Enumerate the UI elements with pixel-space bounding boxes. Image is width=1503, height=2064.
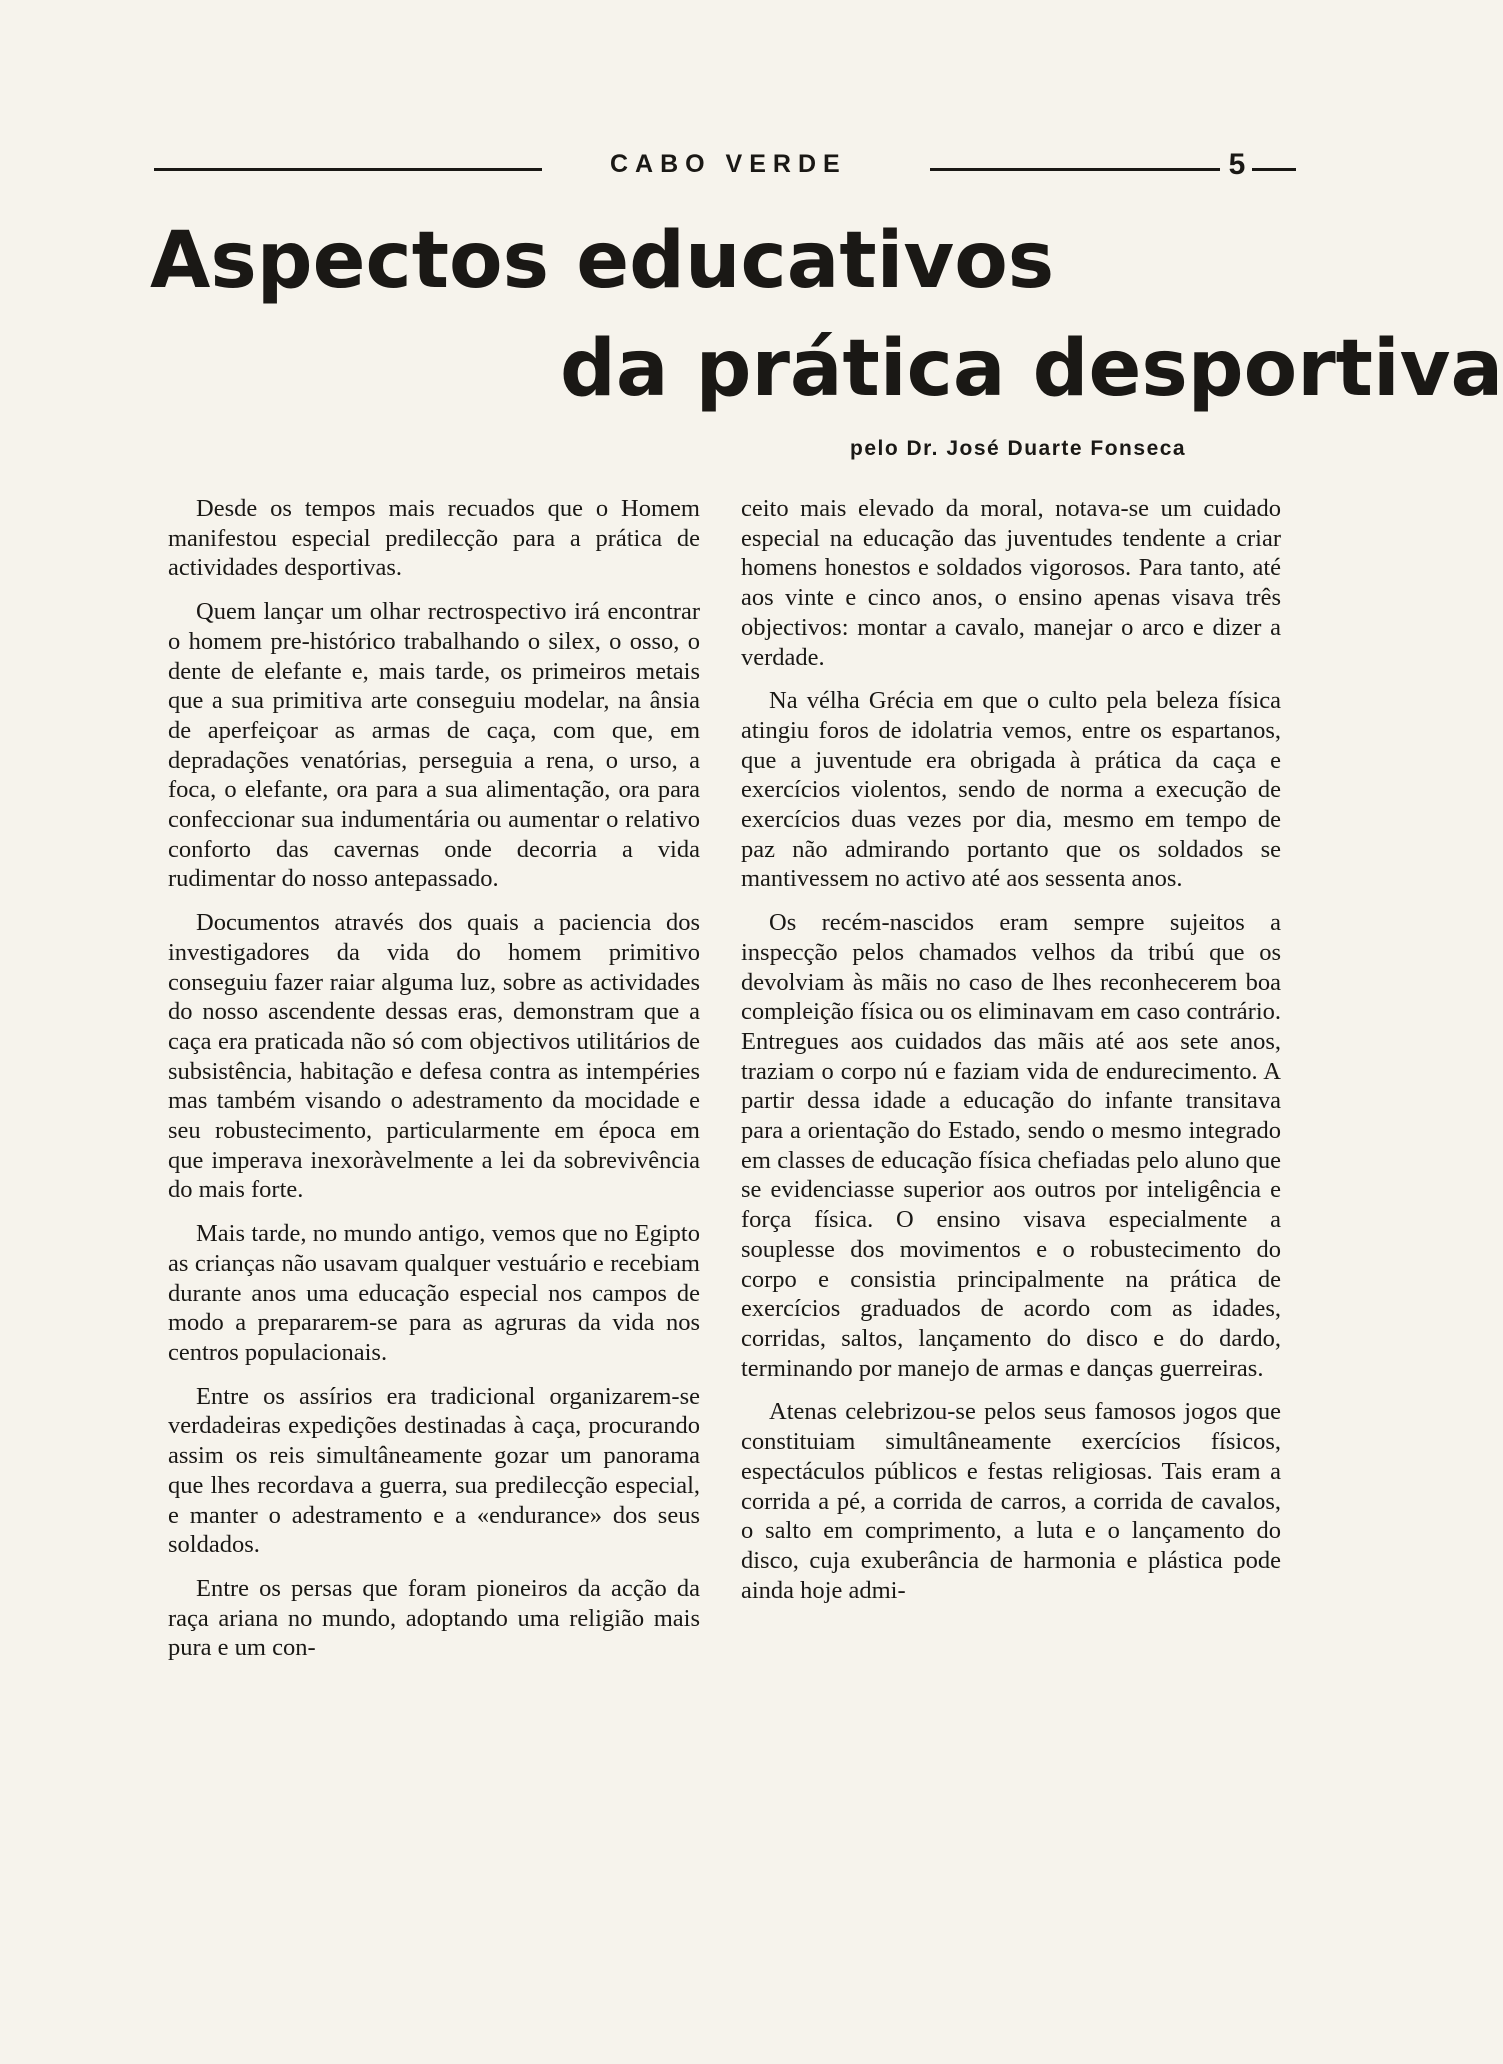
paragraph: Entre os persas que foram pioneiros da acção da raça ariana no mundo, adoptando uma religião mais pura e um con-: [168, 1574, 700, 1662]
paragraph: Mais tarde, no mundo antigo, vemos que no Egipto as crianças não usavam qualquer vestuário e recebiam durante anos uma educação especial nos campos de modo a prepararem-se para as agruras da vida nos centros populacionais.: [168, 1220, 700, 1366]
paragraph: Desde os tempos mais recuados que o Homem manifestou especial predilecção para a prática de actividades desportivas.: [168, 495, 700, 582]
text-column-left: [168, 494, 700, 1677]
journal-name: CABO VERDE: [610, 150, 847, 178]
article-title-line-1: Aspectos educativos: [150, 216, 1055, 306]
article-title-line-2: da prática desportiva: [560, 324, 1503, 414]
header-rule-left: [154, 168, 542, 171]
paragraph: Entre os assírios era tradicional organizarem-se verdadeiras expedições destinadas à caça, procurando assim os reis simultâneamente gozar um panorama que lhes recordava a guerra, sua predilecção especial, e manter o adestramento e a «endurance» dos seus soldados.: [168, 1382, 700, 1559]
paragraph: Os recém-nascidos eram sempre sujeitos a inspecção pelos chamados velhos da tribú que os devolviam às mãis no caso de lhes reconhecerem boa compleição física ou os eliminavam em caso contrário. Entregues aos cuidados das mãis até aos sete anos, traziam o corpo nú e faziam vida de endurecimento. A partir dessa idade a educação do infante transitava para a orientação do Estado, sendo o mesmo integrado em classes de educação física chefiadas pelo aluno que se evidenciasse superior aos outros por inteligência e força física. O ensino visava especialmente a souplesse dos movimentos e o robustecimento do corpo e consistia principalmente na prática de exercícios graduados de acordo com as idades, corridas, saltos, lançamento do disco e do dardo, terminando por manejo de armas e danças guerreiras.: [741, 909, 1281, 1382]
header-rule-tail: [1252, 168, 1296, 171]
article-byline: pelo Dr. José Duarte Fonseca: [850, 437, 1187, 460]
page-number: 5: [1228, 148, 1246, 181]
text-column-right: [741, 494, 1281, 1619]
paragraph: Documentos através dos quais a paciencia dos investigadores da vida do homem primitivo conseguiu fazer raiar alguma luz, sobre as actividades do nosso ascendente dessas eras, demonstram que a caça era praticada não só com objectivos utilitários de subsistência, habitação e defesa contra as intempéries mas também visando o adestramento da mocidade e seu robustecimento, particularmente em época em que imperava inexoràvelmente a lei da sobrevivência do mais forte.: [168, 909, 700, 1204]
paragraph-continuation: ceito mais elevado da moral, notava-se um cuidado especial na educação das juventudes tendente a criar homens honestos e soldados vigorosos. Para tanto, até aos vinte e cinco anos, o ensino apenas visava três objectivos: montar a cavalo, manejar o arco e dizer a verdade.: [741, 495, 1281, 671]
paragraph: Atenas celebrizou-se pelos seus famosos jogos que constituiam simultâneamente exercícios físicos, espectáculos públicos e festas religiosas. Tais eram a corrida a pé, a corrida de carros, a corrida de cavalos, o salto em comprimento, a luta e o lançamento do disco, cuja exuberância de harmonia e plástica pode ainda hoje admi-: [741, 1398, 1281, 1604]
running-header: [150, 150, 1300, 190]
paragraph: Quem lançar um olhar rectrospectivo irá encontrar o homem pre-histórico trabalhando o silex, o osso, o dente de elefante e, mais tarde, os primeiros metais que a sua primitiva arte conseguiu modelar, na ânsia de aperfeiçoar as armas de caça, com que, em depradações venatórias, perseguia a rena, o urso, a foca, o elefante, ora para a sua alimentação, ora para confeccionar sua indumentária ou aumentar o relativo conforto das cavernas onde decorria a vida rudimentar do nosso antepassado.: [168, 598, 700, 893]
header-rule-right: [930, 168, 1220, 171]
paragraph: Na vélha Grécia em que o culto pela beleza física atingiu foros de idolatria vemos, entre os espartanos, que a juventude era obrigada à prática da caça e exercícios violentos, sendo de norma a execução de exercícios duas vezes por dia, mesmo em tempo de paz não admirando portanto que os soldados se mantivessem no activo até aos sessenta anos.: [741, 687, 1281, 893]
